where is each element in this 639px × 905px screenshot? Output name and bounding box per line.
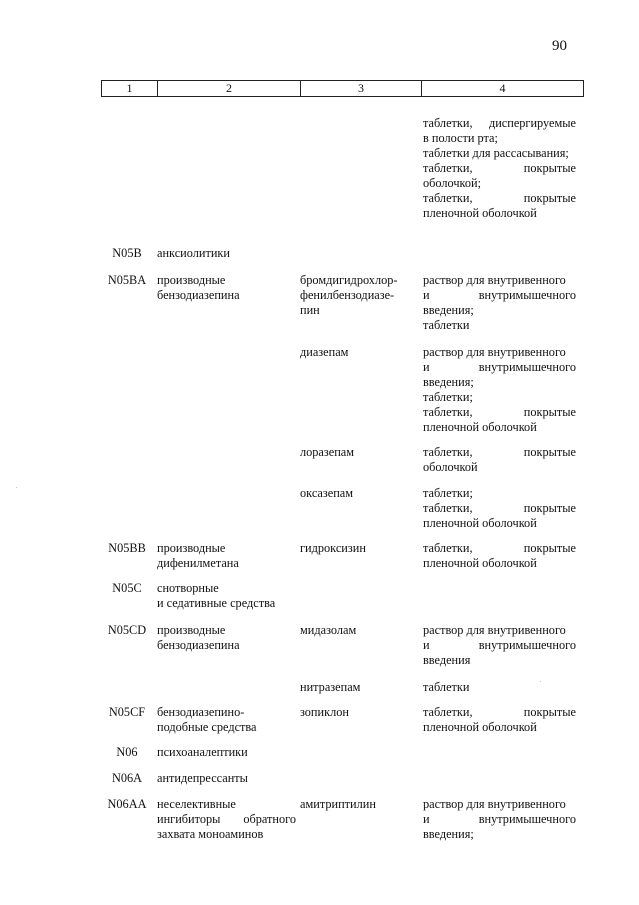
dosage-form: таблетки [423,680,470,694]
dosage-form [423,812,576,827]
drug-name: фенилбензодиазе- [300,288,395,302]
atc-group-name: бензодиазепина [157,288,240,302]
dosage-form-word: таблетки, [423,705,473,719]
atc-group-name: подобные средства [157,720,257,734]
form-line: таблетки для рассасывания; [423,146,569,160]
atc-group-name: неселективные [157,797,236,811]
atc-group-name: дифенилметана [157,556,239,570]
dosage-form-word: и [423,360,430,374]
dosage-form: введения; [423,827,474,841]
scan-speck [16,487,17,488]
header-col-2: 2 [158,81,301,96]
dosage-form-word: внутримышечного [478,812,576,826]
atc-code: N06AA [107,797,147,811]
atc-code: N05B [112,246,142,260]
drug-name: мидазолам [300,623,357,637]
dosage-form-word: таблетки, [423,501,473,515]
atc-group-name: и седативные средства [157,596,276,610]
dosage-form-word: покрытые [523,501,576,515]
atc-group-name: снотворные [157,581,219,595]
form-line: в полости рта; [423,131,498,145]
dosage-form-word: покрытые [523,445,576,459]
dosage-form-word: и [423,812,430,826]
dosage-form: пленочной оболочкой [423,516,537,530]
dosage-form: таблетки [423,318,470,332]
header-col-1: 1 [102,81,158,96]
scan-speck [540,681,541,682]
dosage-form: пленочной оболочкой [423,420,537,434]
drug-name: пин [300,303,320,317]
dosage-form [423,288,576,303]
page-number: 90 [552,38,567,54]
dosage-form: таблетки; [423,486,473,500]
form-line [423,116,576,131]
atc-code: N06 [116,745,138,759]
atc-group-name: производные [157,541,226,555]
header-col-3: 3 [301,81,422,96]
form-line [423,191,576,206]
dosage-form: таблетки; [423,390,473,404]
dosage-form [423,445,576,460]
dosage-form: пленочной оболочкой [423,720,537,734]
atc-group-name: захвата моноаминов [157,827,264,841]
atc-group-name [157,812,296,827]
dosage-form [423,541,576,556]
dosage-form-word: внутримышечного [478,360,576,374]
table-header [101,80,584,97]
drug-name: лоразепам [300,445,355,459]
drug-name: амитриптилин [300,797,376,811]
form-line-word: таблетки, [423,116,473,130]
drug-name: бромдигидрохлор- [300,273,398,287]
dosage-form: введения [423,653,471,667]
form-line: пленочной оболочкой [423,206,537,220]
header-col-4: 4 [422,81,584,96]
drug-name: оксазепам [300,486,354,500]
dosage-form: раствор для внутривенного [423,623,566,637]
atc-group-name: производные [157,623,226,637]
drug-name: гидроксизин [300,541,366,555]
dosage-form-word: таблетки, [423,405,473,419]
atc-group-name-word: ингибиторы [157,812,221,826]
dosage-form: введения; [423,303,474,317]
atc-code: N05C [112,581,142,595]
atc-group-name-word: обратного [243,812,296,826]
atc-group-name: антидепрессанты [157,771,248,785]
dosage-form: введения; [423,375,474,389]
atc-group-name: бензодиазепина [157,638,240,652]
dosage-form-word: и [423,288,430,302]
dosage-form: оболочкой [423,460,478,474]
atc-group-name: бензодиазепино- [157,705,245,719]
dosage-form: раствор для внутривенного [423,345,566,359]
dosage-form-word: покрытые [523,705,576,719]
form-line-word: диспергируемые [488,116,576,130]
atc-group-name: психоаналептики [157,745,248,759]
dosage-form [423,360,576,375]
drug-name: нитразепам [300,680,361,694]
atc-code: N05BA [107,273,147,287]
drug-name: зопиклон [300,705,349,719]
dosage-form-word: покрытые [523,405,576,419]
dosage-form-word: таблетки, [423,445,473,459]
dosage-form-word: покрытые [523,541,576,555]
dosage-form-word: таблетки, [423,541,473,555]
atc-code: N06A [111,771,143,785]
form-line-word: таблетки, [423,161,473,175]
dosage-form: пленочной оболочкой [423,556,537,570]
dosage-form: раствор для внутривенного [423,273,566,287]
atc-code: N05BB [108,541,146,555]
dosage-form-word: и [423,638,430,652]
form-line: оболочкой; [423,176,482,190]
dosage-form [423,501,576,516]
dosage-form-word: внутримышечного [478,288,576,302]
form-line-word: таблетки, [423,191,473,205]
atc-code: N05CF [108,705,146,719]
atc-group-name: производные [157,273,226,287]
form-line [423,161,576,176]
dosage-form-word: внутримышечного [478,638,576,652]
dosage-form [423,405,576,420]
form-line-word: покрытые [523,161,576,175]
dosage-form [423,705,576,720]
atc-code: N05CD [107,623,147,637]
form-line-word: покрытые [523,191,576,205]
atc-group-name: анксиолитики [157,246,230,260]
drug-name: диазепам [300,345,349,359]
dosage-form [423,638,576,653]
dosage-form: раствор для внутривенного [423,797,566,811]
